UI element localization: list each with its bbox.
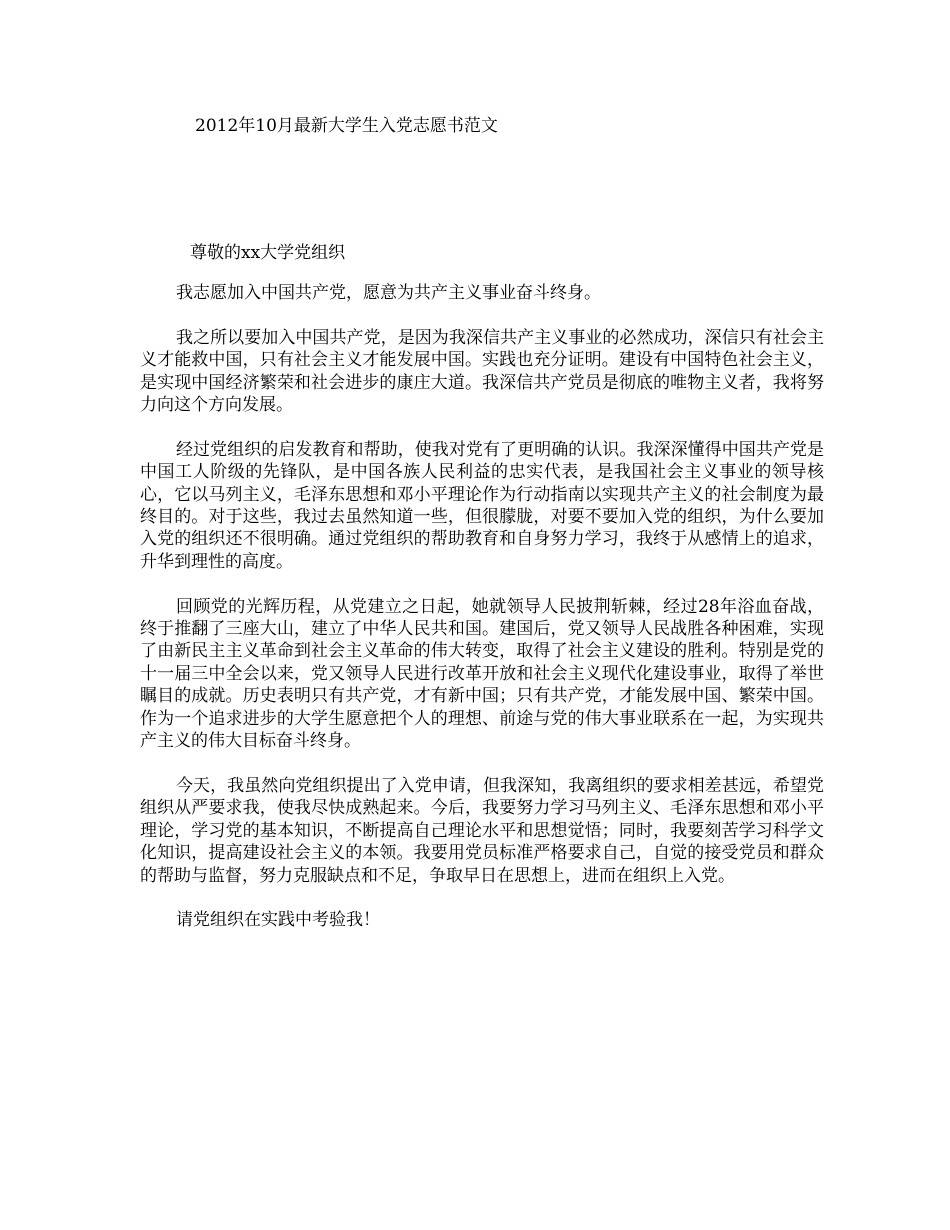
paragraph-3: 经过党组织的启发教育和帮助，使我对党有了更明确的认识。我深深懂得中国共产党是中国工人阶级的先锋队，是中国各族人民利益的忠实代表，是我国社会主义事业的领导核心，它以马列主义，毛泽东思想和邓小平理论作为行动指南以实现共产主义的社会制度为最终目的。对于这些，我过去虽然知道一些，但很朦胧，对要不要加入党的组织，为什么要加入党的组织还不很明确。通过党组织的帮助教育和自身努力学习，我终于从感情上的追求，升华到理性的高度。 xyxy=(140,439,824,572)
paragraph-2: 我之所以要加入中国共产党，是因为我深信共产主义事业的必然成功，深信只有社会主义才能救中国，只有社会主义才能发展中国。实践也充分证明。建设有中国特色社会主义，是实现中国经济繁荣和社会进步的康庄大道。我深信共产党员是彻底的唯物主义者，我将努力向这个方向发展。 xyxy=(140,327,824,416)
salutation: 尊敬的xx大学党组织 xyxy=(190,243,346,263)
document-title: 2012年10月最新大学生入党志愿书范文 xyxy=(195,116,498,136)
paragraph-5: 今天，我虽然向党组织提出了入党申请，但我深知，我离组织的要求相差甚远，希望党组织从严要求我，使我尽快成熟起来。今后，我要努力学习马列主义、毛泽东思想和邓小平理论，学习党的基本知识，不断提高自己理论水平和思想觉悟；同时，我要刻苦学习科学文化知识，提高建设社会主义的本领。我要用党员标准严格要求自己，自觉的接受党员和群众的帮助与监督，努力克服缺点和不足，争取早日在思想上，进而在组织上入党。 xyxy=(140,775,824,886)
paragraph-4: 回顾党的光辉历程，从党建立之日起，她就领导人民披荆斩棘，经过28年浴血奋战，终于推翻了三座大山，建立了中华人民共和国。建国后，党又领导人民战胜各种困难，实现了由新民主主义革命到社会主义革命的伟大转变，取得了社会主义建设的胜利。特别是党的十一届三中全会以来，党又领导人民进行改革开放和社会主义现代化建设事业，取得了举世瞩目的成就。历史表明只有共产党，才有新中国；只有共产党，才能发展中国、繁荣中国。作为一个追求进步的大学生愿意把个人的理想、前途与党的伟大事业联系在一起，为实现共产主义的伟大目标奋斗终身。 xyxy=(140,596,824,752)
paragraph-1: 我志愿加入中国共产党，愿意为共产主义事业奋斗终身。 xyxy=(176,283,601,303)
document-body xyxy=(140,282,824,954)
paragraph-6: 请党组织在实践中考验我！ xyxy=(176,910,380,931)
